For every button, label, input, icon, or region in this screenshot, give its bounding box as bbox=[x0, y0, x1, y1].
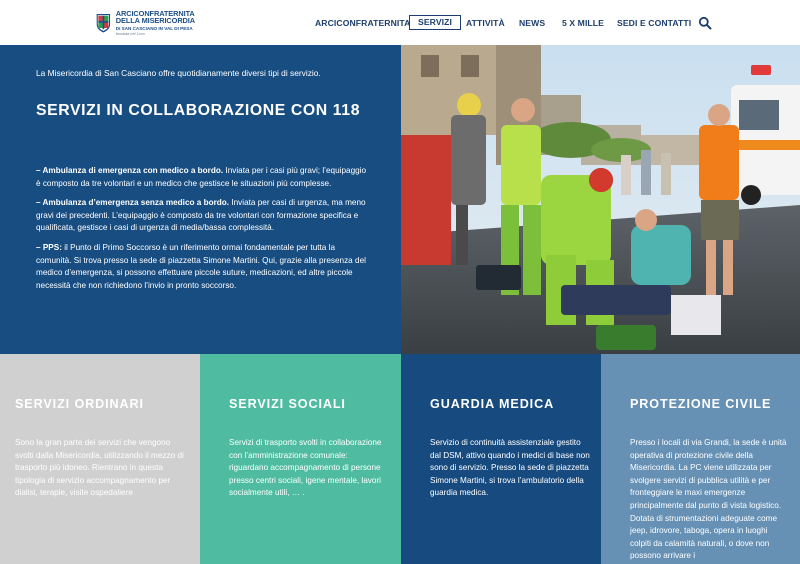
hero-paragraph-text: Inviata per casi di urgenza, ma meno gravi dei precedenti. L’equipaggio è composto da tre volontari con formazione specifica e qualificata, gestisce i casi di urgenza di media/bassa complessità. bbox=[36, 198, 366, 233]
hero-paragraph-text: il Punto di Primo Soccorso è un riferimento ormai fondamentale per tutta la comunità. Si trova presso la sede di piazzetta Simone Martini. Qui, grazie alla presenza del medico d’emergenza, si possono effettuare piccole suture, medicazioni, ed altre piccole necessità che non richiedono l’invio in pronto soccorso. bbox=[36, 242, 366, 290]
card-text: Servizi di trasporto svolti in collaborazione con l’amministrazione comunale: riguardano accompagnamento di persone presso centri sociali, igene mentale, lavori socialmente utili, … . bbox=[229, 438, 382, 498]
card-title: SERVIZI ORDINARI bbox=[15, 397, 144, 411]
hero-paragraph bbox=[36, 242, 369, 292]
nav-item-news[interactable]: NEWS bbox=[519, 18, 546, 28]
logo-line-1: ARCICONFRATERNITA bbox=[115, 8, 195, 18]
hero-paragraph-lead: – Ambulanza di emergenza con medico a bordo. bbox=[36, 166, 224, 175]
card-title: PROTEZIONE CIVILE bbox=[630, 397, 772, 411]
card-servizi-sociali[interactable] bbox=[200, 354, 401, 564]
search-icon[interactable] bbox=[698, 16, 712, 30]
nav-item-arciconfraternita[interactable]: ARCICONFRATERNITA bbox=[315, 18, 411, 28]
rescue-scene-illustration bbox=[401, 45, 800, 354]
card-title: SERVIZI SOCIALI bbox=[229, 397, 346, 411]
hero-paragraph bbox=[36, 165, 369, 190]
hero-paragraph bbox=[36, 197, 369, 235]
hero-paragraph-lead: – Ambulanza d’emergenza senza medico a bordo. bbox=[36, 198, 230, 208]
nav-item-attivita[interactable]: ATTIVITÀ bbox=[466, 18, 505, 28]
card-text: Presso i locali di via Grandi, la sede è unità operativa di protezione civile della Misericordia. La PC viene utilizzata per svolgere servizi di pubblica utilità e per fronteggiare le maxi emergenze principalmente dal punto di vista logistico. Dotata di strumentazioni adeguate come jeep, idrovore, taboga, opera in luoghi colpiti da calamità naturali, o dove non possono arrivare i bbox=[630, 438, 787, 561]
card-guardia-medica[interactable] bbox=[401, 354, 601, 564]
logo-line-2: DELLA MISERICORDIA bbox=[115, 16, 195, 26]
card-text: Servizio di continuità assistenziale gestito dal DSM, attivo quando i medici di base non sono di servizio. Presso la sede di piazzetta Simone Martini, si trova l’ambulatorio della guardia medica. bbox=[430, 438, 590, 498]
hero-body bbox=[36, 165, 369, 299]
hero-title: SERVIZI IN COLLABORAZIONE CON 118 bbox=[36, 102, 361, 119]
card-protezione-civile[interactable] bbox=[601, 354, 800, 564]
nav-item-5-x-mille[interactable]: 5 X MILLE bbox=[562, 18, 604, 28]
nav-item-servizi[interactable]: SERVIZI bbox=[409, 15, 461, 30]
hero-paragraph-lead: – PPS: bbox=[36, 242, 62, 252]
logo-line-3: DI SAN CASCIANO IN VAL DI PESA bbox=[115, 25, 193, 31]
hero-paragraph-text: Inviata per i casi più gravi; l’equipaggio è composto da tre volontari e un medico che gestisce le situazioni più complesse. bbox=[36, 166, 367, 188]
card-title: GUARDIA MEDICA bbox=[430, 397, 555, 411]
hero-photo-rescue-scene bbox=[401, 45, 800, 354]
hero-panel bbox=[0, 45, 401, 354]
misericordia-emblem-icon bbox=[95, 5, 112, 41]
site-logo[interactable] bbox=[95, 4, 195, 42]
nav-item-sedi-e-contatti[interactable]: SEDI E CONTATTI bbox=[617, 18, 692, 28]
hero-intro: La Misericordia di San Casciano offre quotidianamente diversi tipi di servizio. bbox=[36, 68, 321, 78]
card-text: Sono la gran parte dei servizi che vengono svolti dalla Misericordia, utilizzando il mezzo di trasporto più idoneo. Rientrano in questa tipologia di servizio accompagnamento per dialisi, terapie, visite ospedaliere bbox=[15, 438, 184, 498]
logo-text bbox=[116, 10, 195, 36]
card-servizi-ordinari[interactable] bbox=[0, 354, 200, 564]
logo-line-4: fondata nel 1xxx bbox=[115, 31, 145, 37]
site-header bbox=[0, 0, 800, 45]
